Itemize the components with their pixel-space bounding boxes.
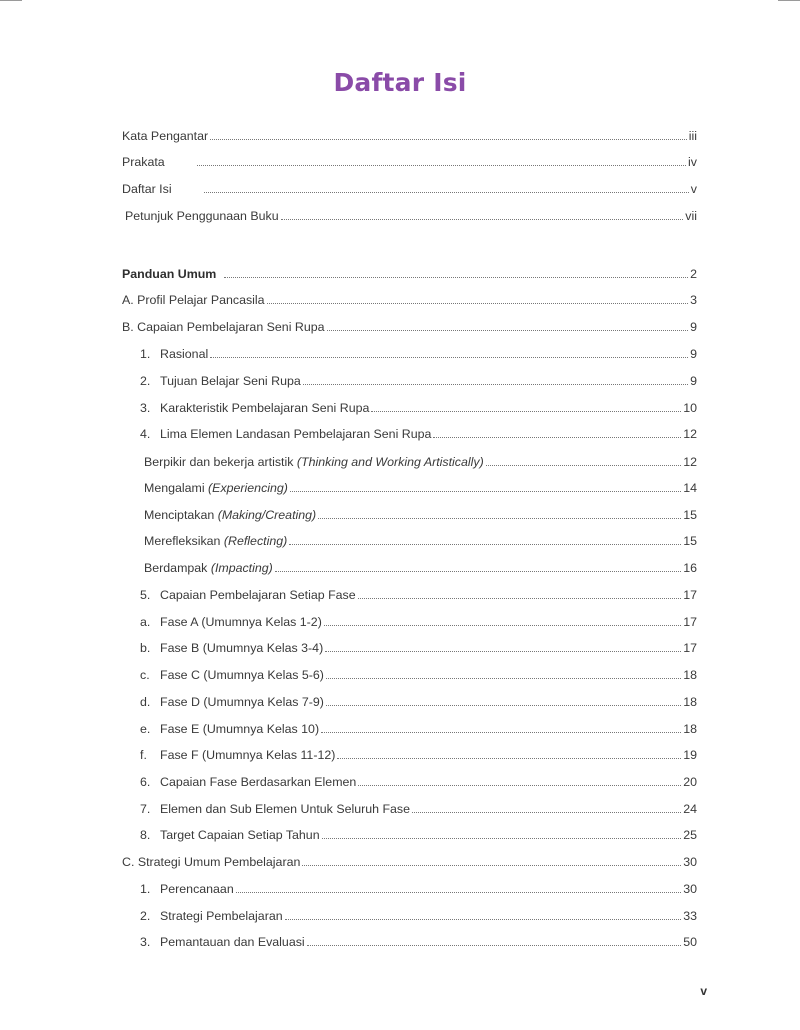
toc-entry-text: Lima Elemen Landasan Pembelajaran Seni Rupa: [160, 427, 432, 441]
toc-entry-capaian-setiap-fase[interactable]: [140, 585, 697, 603]
toc-entry-fase-f[interactable]: [140, 745, 697, 763]
toc-entry-text: Capaian Pembelajaran Setiap Fase: [160, 588, 356, 602]
toc-entry-text: Mengalami (Experiencing): [144, 481, 288, 495]
toc-entry-merefleksikan[interactable]: [144, 531, 697, 549]
dot-leader: [307, 944, 682, 946]
toc-entry-page: v: [690, 182, 697, 196]
toc-entry-petunjuk[interactable]: [125, 206, 697, 224]
toc-entry-page: 2: [690, 267, 697, 281]
toc-entry-page: 30: [683, 882, 697, 896]
toc-entry-page: 17: [683, 641, 697, 655]
dot-leader: [267, 302, 689, 304]
toc-entry-page: 19: [683, 748, 697, 762]
toc-entry-fase-a[interactable]: [140, 612, 697, 630]
toc-entry-page: 18: [683, 722, 697, 736]
toc-entry-karakteristik[interactable]: [140, 398, 697, 416]
toc-entry-number: 2.: [140, 374, 151, 388]
toc-entry-page: 20: [683, 775, 697, 789]
dot-leader: [326, 677, 681, 679]
toc-entry-page: 12: [683, 427, 697, 441]
toc-entry-berdampak[interactable]: [144, 558, 697, 576]
toc-entry-text: Elemen dan Sub Elemen Untuk Seluruh Fase: [160, 802, 411, 816]
toc-entry-page: 10: [683, 401, 697, 415]
dot-leader: [326, 704, 681, 706]
toc-entry-mengalami[interactable]: [144, 478, 697, 496]
toc-entry-number: 5.: [140, 588, 151, 602]
dot-leader: [197, 164, 686, 166]
dot-leader: [324, 624, 681, 626]
toc-entry-page: iii: [688, 129, 697, 143]
toc-entry-italic: (Making/Creating): [217, 508, 317, 522]
toc-entry-text: Berpikir dan bekerja artistik (Thinking and Working Artistically): [144, 455, 484, 469]
toc-entry-tujuan-belajar[interactable]: [140, 371, 697, 389]
toc-entry-number: 4.: [140, 427, 151, 441]
toc-entry-capaian-pembelajaran[interactable]: [122, 317, 697, 335]
toc-entry-number: e.: [140, 722, 151, 736]
toc-entry-page: 50: [683, 935, 697, 949]
toc-entry-page: 33: [683, 909, 697, 923]
toc-entry-text: Fase B (Umumnya Kelas 3-4): [160, 641, 324, 655]
toc-entry-page: 15: [683, 508, 697, 522]
toc-entry-text: Kata Pengantar: [122, 129, 209, 143]
toc-entry-text: Tujuan Belajar Seni Rupa: [160, 374, 301, 388]
toc-entry-fase-d[interactable]: [140, 692, 697, 710]
dot-leader: [275, 570, 681, 572]
dot-leader: [371, 410, 681, 412]
toc-entry-pemantauan[interactable]: [140, 932, 697, 950]
toc-entry-fase-c[interactable]: [140, 665, 697, 683]
toc-entry-strategi-umum[interactable]: [122, 852, 697, 870]
toc-entry-strategi-pembelajaran[interactable]: [140, 906, 697, 924]
dot-leader: [302, 864, 681, 866]
dot-leader: [303, 383, 688, 385]
toc-entry-text: Capaian Fase Berdasarkan Elemen: [160, 775, 357, 789]
toc-entry-text: A. Profil Pelajar Pancasila: [122, 293, 265, 307]
toc-entry-text: Berdampak (Impacting): [144, 561, 273, 575]
toc-entry-profil-pelajar[interactable]: [122, 290, 697, 308]
toc-entry-kata-pengantar[interactable]: [122, 126, 697, 144]
toc-entry-text: Fase A (Umumnya Kelas 1-2): [160, 615, 322, 629]
toc-entry-italic: (Thinking and Working Artistically): [296, 455, 484, 469]
dot-leader: [486, 464, 681, 466]
toc-entry-target-capaian[interactable]: [140, 825, 697, 843]
toc-entry-text: Fase E (Umumnya Kelas 10): [160, 722, 320, 736]
toc-entry-page: 25: [683, 828, 697, 842]
toc-entry-italic: (Experiencing): [208, 481, 288, 495]
toc-entry-daftar-isi[interactable]: [122, 179, 697, 197]
toc-entry-text: B. Capaian Pembelajaran Seni Rupa: [122, 320, 325, 334]
toc-entry-text: Fase F (Umumnya Kelas 11-12): [160, 748, 336, 762]
toc-entry-capaian-fase-elemen[interactable]: [140, 772, 697, 790]
toc-entry-text: Merefleksikan (Reflecting): [144, 534, 288, 548]
toc-entry-text: Fase D (Umumnya Kelas 7-9): [160, 695, 324, 709]
dot-leader: [433, 436, 681, 438]
dot-leader: [322, 837, 682, 839]
toc-entry-text: Fase C (Umumnya Kelas 5-6): [160, 668, 324, 682]
page-number: v: [700, 984, 707, 998]
toc-entry-number: c.: [140, 668, 150, 682]
toc-entry-page: 12: [683, 455, 697, 469]
toc-entry-text: Petunjuk Penggunaan Buku: [125, 209, 279, 223]
toc-entry-text: Prakata: [122, 155, 165, 169]
toc-entry-number: 6.: [140, 775, 151, 789]
toc-entry-number: 3.: [140, 401, 151, 415]
toc-entry-number: 7.: [140, 802, 151, 816]
toc-entry-perencanaan[interactable]: [140, 879, 697, 897]
toc-entry-page: 17: [683, 615, 697, 629]
toc-entry-text: Strategi Pembelajaran: [160, 909, 283, 923]
dot-leader: [412, 811, 681, 813]
toc-entry-prakata[interactable]: [122, 152, 697, 170]
toc-entry-page: 9: [690, 347, 697, 361]
dot-leader: [337, 757, 681, 759]
toc-entry-page: 9: [690, 320, 697, 334]
toc-entry-page: 14: [683, 481, 697, 495]
toc-entry-italic: (Reflecting): [223, 534, 288, 548]
toc-entry-fase-b[interactable]: [140, 638, 697, 656]
toc-entry-number: 1.: [140, 347, 151, 361]
toc-entry-number: 2.: [140, 909, 151, 923]
page-title: Daftar Isi: [333, 68, 467, 97]
toc-entry-page: 15: [683, 534, 697, 548]
toc-entry-text: C. Strategi Umum Pembelajaran: [122, 855, 301, 869]
dot-leader: [289, 543, 681, 545]
toc-entry-text: Perencanaan: [160, 882, 234, 896]
toc-entry-text: Daftar Isi: [122, 182, 172, 196]
toc-entry-text: Menciptakan (Making/Creating): [144, 508, 317, 522]
toc-entry-number: 1.: [140, 882, 151, 896]
dot-leader: [204, 191, 689, 193]
toc-entry-page: 18: [683, 668, 697, 682]
toc-entry-text: Target Capaian Setiap Tahun: [160, 828, 320, 842]
dot-leader: [327, 329, 689, 331]
toc-entry-menciptakan[interactable]: [144, 505, 697, 523]
toc-entry-italic: (Impacting): [210, 561, 273, 575]
toc-entry-page: 16: [683, 561, 697, 575]
toc-entry-page: vii: [685, 209, 697, 223]
toc-entry-fase-e[interactable]: [140, 719, 697, 737]
toc-entry-elemen-sub-elemen[interactable]: [140, 799, 697, 817]
toc-entry-number: d.: [140, 695, 151, 709]
toc-entry-panduan-umum[interactable]: [122, 264, 697, 282]
toc-entry-page: 24: [683, 802, 697, 816]
toc-entry-page: 3: [690, 293, 697, 307]
dot-leader: [236, 891, 681, 893]
toc-entry-number: b.: [140, 641, 151, 655]
dot-leader: [224, 276, 688, 278]
dot-leader: [358, 597, 682, 599]
toc-entry-number: f.: [140, 748, 147, 762]
dot-leader: [210, 138, 687, 140]
toc-entry-page: iv: [688, 155, 697, 169]
dot-leader: [321, 731, 681, 733]
dot-leader: [325, 650, 681, 652]
dot-leader: [281, 218, 684, 220]
toc-entry-number: 3.: [140, 935, 151, 949]
toc-entry-number: a.: [140, 615, 151, 629]
toc-entry-rasional[interactable]: [140, 344, 697, 362]
dot-leader: [210, 356, 688, 358]
toc-entry-page: 17: [683, 588, 697, 602]
dot-leader: [358, 784, 681, 786]
toc-entry-page: 30: [683, 855, 697, 869]
toc-entry-lima-elemen[interactable]: [140, 424, 697, 442]
toc-entry-berpikir[interactable]: [144, 452, 697, 470]
dot-leader: [290, 490, 681, 492]
toc-entry-text: Panduan Umum: [122, 267, 217, 281]
toc-entry-text: Rasional: [160, 347, 209, 361]
toc-entry-page: 9: [690, 374, 697, 388]
dot-leader: [318, 517, 681, 519]
dot-leader: [285, 918, 682, 920]
toc-entry-text: Karakteristik Pembelajaran Seni Rupa: [160, 401, 370, 415]
toc-entry-page: 18: [683, 695, 697, 709]
toc-entry-text: Pemantauan dan Evaluasi: [160, 935, 305, 949]
toc-entry-number: 8.: [140, 828, 151, 842]
